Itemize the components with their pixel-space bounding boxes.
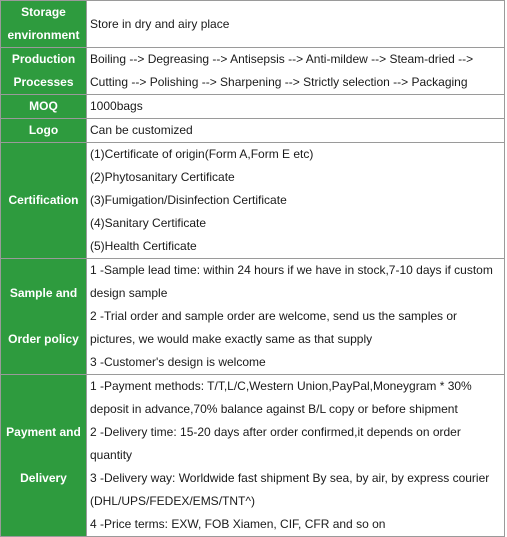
- value-line: 1000bags: [90, 99, 143, 113]
- row-storage: [1, 1, 505, 48]
- value-line: (3)Fumigation/Disinfection Certificate: [90, 193, 287, 207]
- value-line: 3 -Customer's design is welcome: [90, 355, 266, 369]
- label-line: Payment and: [6, 425, 81, 439]
- value-certification: [87, 143, 505, 259]
- value-sample-order-policy: [87, 259, 505, 375]
- row-certification: [1, 143, 505, 259]
- value-line: Cutting --> Polishing --> Sharpening --> Strictly selection --> Packaging: [90, 75, 468, 89]
- label-certification: [1, 143, 87, 259]
- value-line: deposit in advance,70% balance against B/L copy or before shipment: [90, 402, 458, 416]
- value-line: (5)Health Certificate: [90, 239, 197, 253]
- value-production: [87, 48, 505, 95]
- value-line: pictures, we would make exactly same as that supply: [90, 332, 373, 346]
- value-line: Can be customized: [90, 123, 193, 137]
- label-line: Production: [11, 52, 76, 66]
- label-line: environment: [7, 28, 80, 42]
- label-line: Sample and: [9, 286, 78, 300]
- row-sample-order-policy: [1, 259, 505, 375]
- value-line: Store in dry and airy place: [90, 16, 230, 31]
- value-line: 2 -Trial order and sample order are welcome, send us the samples or: [90, 309, 458, 323]
- value-line: (1)Certificate of origin(Form A,Form E etc): [90, 147, 314, 161]
- row-logo: [1, 119, 505, 143]
- value-line: (4)Sanitary Certificate: [90, 216, 207, 230]
- label-line: Storage: [21, 5, 66, 19]
- value-storage: [87, 1, 505, 48]
- label-line: Processes: [13, 75, 74, 89]
- value-line: 1 -Payment methods: T/T,L/C,Western Union,PayPal,Moneygram * 30%: [90, 379, 472, 393]
- label-payment-delivery: [1, 375, 87, 537]
- value-line: (DHL/UPS/FEDEX/EMS/TNT^): [90, 494, 255, 508]
- value-line: 1 -Sample lead time: within 24 hours if we have in stock,7-10 days if custom: [90, 263, 493, 277]
- label-logo: [1, 119, 87, 143]
- label-line: MOQ: [29, 99, 58, 113]
- value-line: (2)Phytosanitary Certificate: [90, 170, 235, 184]
- row-moq: [1, 95, 505, 119]
- label-production: [1, 48, 87, 95]
- value-line: Boiling --> Degreasing --> Antisepsis --> Anti-mildew --> Steam-dried -->: [90, 52, 474, 66]
- value-line: 2 -Delivery time: 15-20 days after order confirmed,it depends on order: [90, 425, 461, 439]
- label-sample-order-policy: [1, 259, 87, 375]
- row-production: [1, 48, 505, 95]
- value-line: 4 -Price terms: EXW, FOB Xiamen, CIF, CFR and so on: [90, 517, 386, 531]
- value-line: quantity: [90, 448, 133, 462]
- value-logo: [87, 119, 505, 143]
- label-storage: [1, 1, 87, 48]
- label-line: Delivery: [20, 471, 67, 485]
- value-moq: [87, 95, 505, 119]
- value-line: design sample: [90, 286, 168, 300]
- label-line: Certification: [8, 193, 79, 207]
- row-payment-delivery: [1, 375, 505, 537]
- label-line: Logo: [28, 123, 59, 137]
- label-line: Order policy: [8, 332, 79, 346]
- label-moq: [1, 95, 87, 119]
- value-line: 3 -Delivery way: Worldwide fast shipment By sea, by air, by express courier: [90, 471, 490, 485]
- value-payment-delivery: [87, 375, 505, 537]
